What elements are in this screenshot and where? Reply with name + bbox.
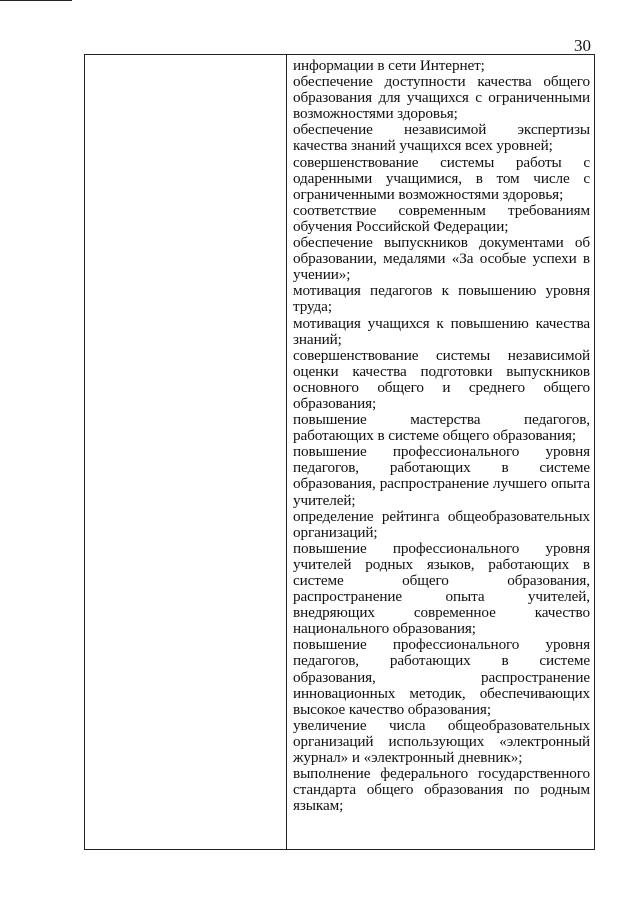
list-item: соответствие современным требованиям обучения Российской Федерации;: [293, 201, 590, 235]
table-cell-right: [287, 55, 595, 850]
list-item: информации в сети Интернет;: [293, 57, 485, 74]
list-item: обеспечение доступности качества общего образования для учащихся с ограниченными возможностями здоровья;: [293, 73, 590, 123]
table-cell-left: [85, 55, 287, 850]
list-item: выполнение федерального государственного стандарта общего образования по родным языкам;: [293, 765, 590, 815]
list-item: мотивация педагогов к повышению уровня труда;: [293, 282, 590, 316]
list-item: повышение профессионального уровня педагогов, работающих в системе образования, распространение инновационных методик, обеспечивающих высокое качество образования;: [293, 636, 590, 718]
list-item: мотивация учащихся к повышению качества знаний;: [293, 314, 590, 348]
list-item: совершенствование системы независимой оценки качества подготовки выпускников основного общего и среднего общего образования;: [293, 346, 590, 412]
table-row: [85, 55, 595, 850]
list-item: обеспечение выпускников документами об образовании, медалями «За особые успехи в учении»;: [293, 234, 590, 284]
list-item: повышение профессионального уровня учителей родных языков, работающих в системе общего образования, распространение опыта учителей, внедряющих современное качество национального образования;: [293, 539, 590, 638]
left-cell-text: [85, 55, 286, 58]
top-rule: [0, 0, 72, 1]
list-item: увеличение числа общеобразовательных организаций использующих «электронный журнал» и «электронный дневник»;: [293, 716, 590, 767]
list-item: определение рейтинга общеобразовательных организаций;: [293, 507, 590, 541]
list-item: повышение мастерства педагогов, работающих в системе общего образования;: [293, 411, 590, 445]
list-item: совершенствование системы работы с одаренными учащимися, в том числе с ограниченными возможностями здоровья;: [293, 153, 590, 203]
document-table: [84, 54, 595, 850]
right-cell-text: [287, 55, 594, 814]
list-item: повышение профессионального уровня педагогов, работающих в системе образования, распространение лучшего опыта учителей;: [293, 443, 590, 509]
list-item: обеспечение независимой экспертизы качества знаний учащихся всех уровней;: [293, 121, 590, 155]
page-number: 30: [574, 36, 591, 55]
